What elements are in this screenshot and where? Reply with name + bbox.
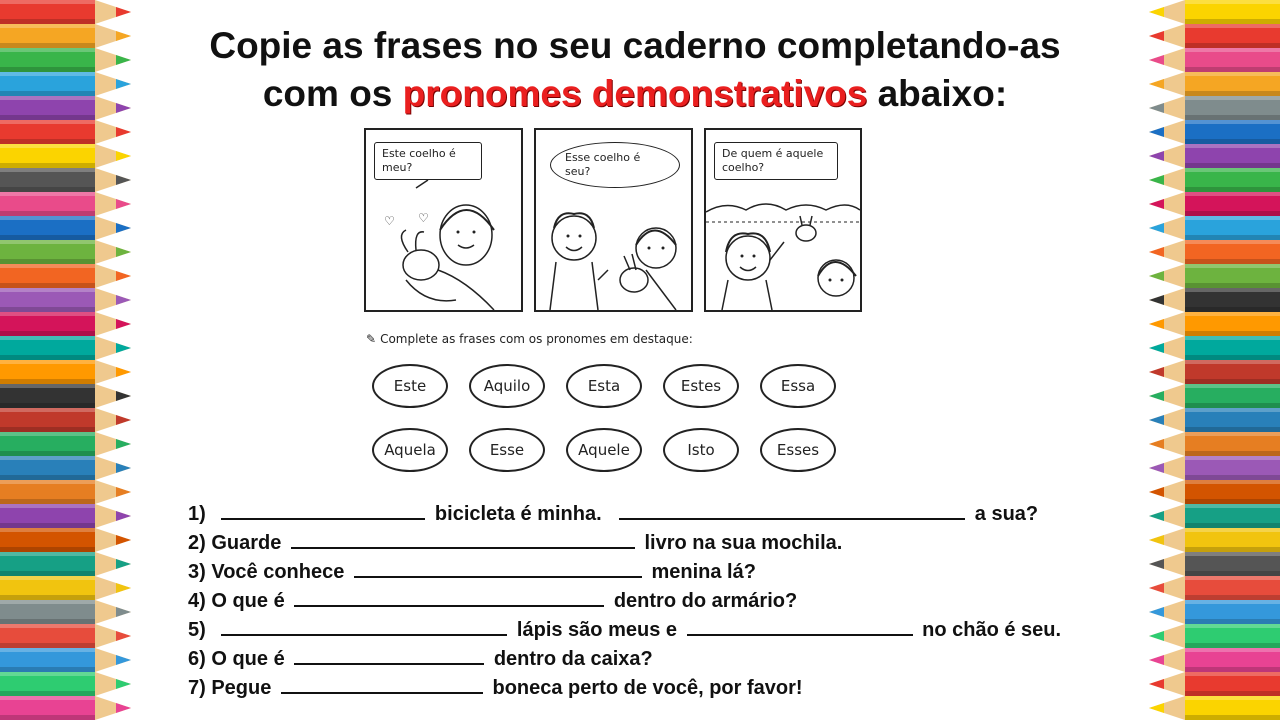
- sentence-text: 6) O que é: [188, 648, 285, 670]
- speech-bubble-1: Este coelho é meu?: [374, 142, 482, 180]
- svg-text:♡: ♡: [384, 214, 395, 228]
- answer-blank: [687, 618, 913, 636]
- colored-pencil: [0, 264, 160, 288]
- worksheet-image: [360, 128, 870, 478]
- answer-blank: [619, 502, 965, 520]
- pronoun-oval: Aquele: [566, 428, 642, 472]
- kids-looking-at-rabbit-illustration: [706, 130, 860, 310]
- sentence-7: [188, 674, 1128, 703]
- colored-pencil: [0, 432, 160, 456]
- boy-and-girl-illustration: [536, 130, 691, 310]
- colored-pencil: [0, 456, 160, 480]
- colored-pencil: [0, 0, 160, 24]
- right-pencil-border: [1120, 0, 1280, 720]
- colored-pencil: [0, 408, 160, 432]
- girl-with-rabbit-illustration: [366, 130, 521, 310]
- sentence-text: dentro do armário?: [613, 590, 798, 612]
- colored-pencil: [1120, 192, 1280, 216]
- colored-pencil: [1120, 240, 1280, 264]
- colored-pencil: [1120, 696, 1280, 720]
- colored-pencil: [1120, 120, 1280, 144]
- sentence-3: [188, 558, 1128, 587]
- colored-pencil: [1120, 504, 1280, 528]
- colored-pencil: [0, 624, 160, 648]
- instruction-text: Complete as frases com os pronomes em destaque:: [380, 332, 693, 346]
- colored-pencil: [0, 528, 160, 552]
- colored-pencil: [0, 552, 160, 576]
- colored-pencil: [0, 312, 160, 336]
- answer-blank: [354, 560, 642, 578]
- colored-pencil: [1120, 144, 1280, 168]
- colored-pencil: [1120, 336, 1280, 360]
- colored-pencil: [1120, 312, 1280, 336]
- colored-pencil: [1120, 552, 1280, 576]
- colored-pencil: [1120, 456, 1280, 480]
- colored-pencil: [0, 336, 160, 360]
- pronoun-oval: Aquela: [372, 428, 448, 472]
- colored-pencil: [1120, 168, 1280, 192]
- sentence-number: 1): [188, 503, 206, 525]
- comic-panel-3: [704, 128, 862, 312]
- colored-pencil: [1120, 528, 1280, 552]
- svg-text:♡: ♡: [418, 211, 429, 225]
- colored-pencil: [1120, 360, 1280, 384]
- title-line-1: Copie as frases no seu caderno completando-as: [209, 25, 1061, 66]
- comic-panel-1: [364, 128, 523, 312]
- sentence-4: [188, 587, 1128, 616]
- page-title: [130, 22, 1140, 118]
- sentence-text: lápis são meus e: [516, 619, 677, 641]
- colored-pencil: [0, 168, 160, 192]
- pronoun-oval: Essa: [760, 364, 836, 408]
- sentence-text: no chão é seu.: [922, 619, 1062, 641]
- title-highlight: pronomes demonstrativos: [402, 73, 868, 114]
- sentence-text: bicicleta é minha.: [434, 503, 602, 525]
- colored-pencil: [0, 120, 160, 144]
- colored-pencil: [1120, 672, 1280, 696]
- colored-pencil: [0, 480, 160, 504]
- pronoun-oval: Esta: [566, 364, 642, 408]
- sentence-text: a sua?: [974, 503, 1039, 525]
- answer-blank: [294, 589, 604, 607]
- sentence-text: dentro da caixa?: [493, 648, 653, 670]
- pronoun-oval: Estes: [663, 364, 739, 408]
- pronoun-oval: Esse: [469, 428, 545, 472]
- sentence-text: 3) Você conhece: [188, 561, 345, 583]
- pronoun-oval: Isto: [663, 428, 739, 472]
- colored-pencil: [1120, 216, 1280, 240]
- colored-pencil: [1120, 24, 1280, 48]
- colored-pencil: [1120, 576, 1280, 600]
- sentence-number: 5): [188, 619, 206, 641]
- answer-blank: [221, 618, 507, 636]
- colored-pencil: [1120, 480, 1280, 504]
- title-line-2: [130, 70, 1140, 118]
- sentence-text: 7) Pegue: [188, 677, 272, 699]
- colored-pencil: [1120, 48, 1280, 72]
- colored-pencil: [1120, 264, 1280, 288]
- colored-pencil: [1120, 624, 1280, 648]
- sentence-text: boneca perto de você, por favor!: [492, 677, 803, 699]
- speech-bubble-3: De quem é aquele coelho?: [714, 142, 838, 180]
- answer-blank: [294, 647, 484, 665]
- colored-pencil: [1120, 384, 1280, 408]
- colored-pencil: [0, 600, 160, 624]
- sentence-list: [188, 500, 1128, 703]
- answer-blank: [291, 531, 635, 549]
- sentence-2: [188, 529, 1128, 558]
- colored-pencil: [1120, 72, 1280, 96]
- sentence-text: 2) Guarde: [188, 532, 282, 554]
- sentence-1: [188, 500, 1128, 529]
- colored-pencil: [0, 696, 160, 720]
- sentence-5: [188, 616, 1128, 645]
- colored-pencil: [0, 216, 160, 240]
- pencil-icon: ✎: [366, 332, 377, 346]
- colored-pencil: [1120, 96, 1280, 120]
- sentence-text: livro na sua mochila.: [644, 532, 843, 554]
- colored-pencil: [0, 576, 160, 600]
- colored-pencil: [0, 288, 160, 312]
- colored-pencil: [1120, 432, 1280, 456]
- worksheet-instruction: [366, 332, 693, 346]
- pronoun-oval: Este: [372, 364, 448, 408]
- colored-pencil: [0, 192, 160, 216]
- speech-bubble-2: Esse coelho é seu?: [550, 142, 680, 188]
- sentence-text: 4) O que é: [188, 590, 285, 612]
- sentence-6: [188, 645, 1128, 674]
- pronoun-oval: Esses: [760, 428, 836, 472]
- colored-pencil: [1120, 648, 1280, 672]
- colored-pencil: [1120, 408, 1280, 432]
- title-line-2-suffix: abaixo:: [867, 73, 1008, 114]
- colored-pencil: [1120, 288, 1280, 312]
- colored-pencil: [0, 240, 160, 264]
- answer-blank: [281, 676, 483, 694]
- colored-pencil: [0, 144, 160, 168]
- colored-pencil: [0, 384, 160, 408]
- comic-panel-2: [534, 128, 693, 312]
- pronoun-oval: Aquilo: [469, 364, 545, 408]
- colored-pencil: [1120, 0, 1280, 24]
- colored-pencil: [0, 360, 160, 384]
- colored-pencil: [0, 648, 160, 672]
- answer-blank: [221, 502, 425, 520]
- colored-pencil: [0, 672, 160, 696]
- colored-pencil: [0, 504, 160, 528]
- sentence-text: menina lá?: [651, 561, 756, 583]
- title-line-2-prefix: com os: [262, 73, 403, 114]
- colored-pencil: [1120, 600, 1280, 624]
